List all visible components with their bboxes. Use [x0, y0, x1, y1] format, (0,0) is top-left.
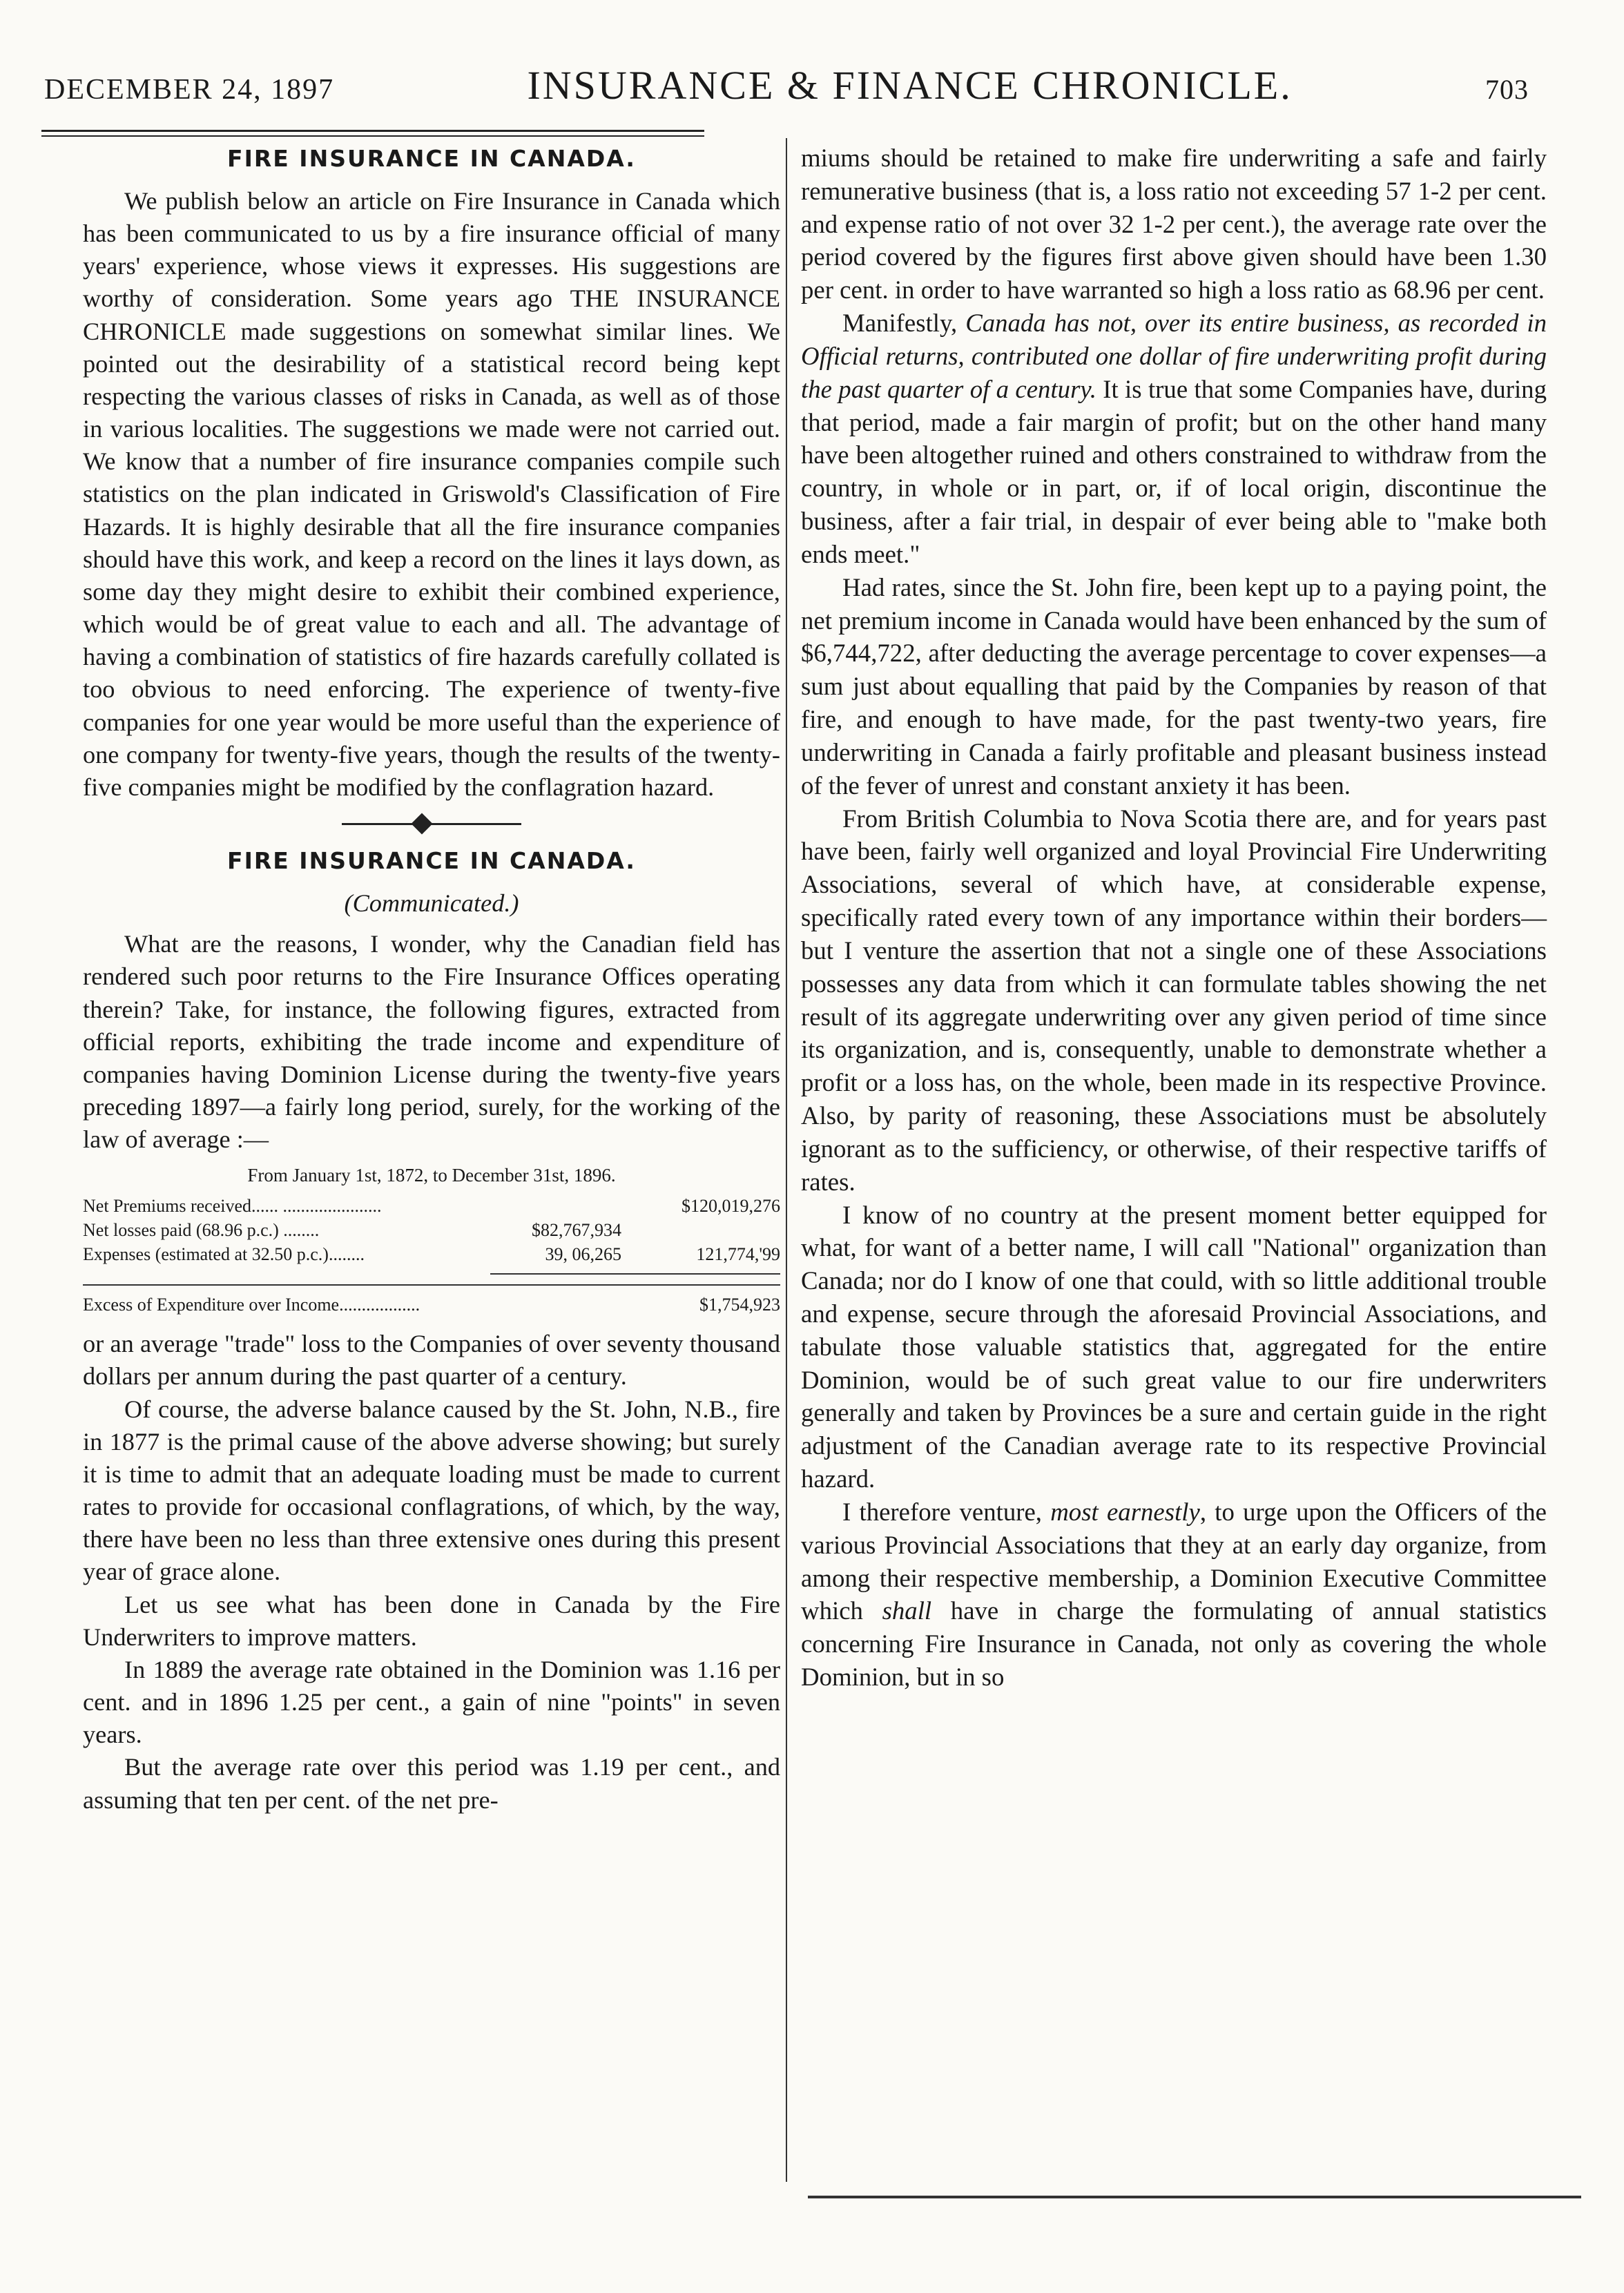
row-value: $120,019,276: [682, 1195, 780, 1216]
left-column: [83, 142, 780, 1817]
text-run: have in charge the formulating of annual statistics concerning Fire Insurance in Canada, not only as covering the whole Dominion, but in so: [801, 1596, 1547, 1692]
row-mid-value: [463, 1194, 621, 1218]
total-label: Excess of Expenditure over Income..................: [83, 1295, 420, 1315]
row-label: Net Premiums received...... ......................: [83, 1195, 382, 1216]
footer-rule: [808, 2196, 1581, 2198]
page-number: 703: [1485, 74, 1529, 105]
article-paragraph: or an average "trade" loss to the Companies of over seventy thousand dollars per annum during the past quarter of a century.: [83, 1330, 780, 1391]
editorial-paragraph: We publish below an article on Fire Insurance in Canada which has been communicated to us by a fire insurance official of many years' experience, whose views it expresses. His suggestions are worthy of consideration. Some years ago THE INSURANCE CHRONICLE made suggestions on somewhat similar lines. We pointed out the desirability of a statistical record being kept respecting the various classes of risks in Canada, as well as of those in various localities. The suggestions we made were not carried out. We know that a number of fire insurance companies compile such statistics on the plan indicated in Griswold's Classification of Fire Hazards. It is highly desirable that all the fire insurance companies should have this work, and keep a record on the lines it lays down, as some day they might desire to exhibit their combined experience, which would be of great value to each and all. The advantage of having a combination of statistics of fire hazards carefully collated is too obvious to need enforcing. The experience of twenty-five companies for one year would be more useful than the experience of one company for twenty-five years, though the results of the twenty-five companies might be modified by the conflagration hazard.: [83, 186, 780, 801]
income-expenditure-table: [83, 1163, 780, 1317]
text-run: I therefore venture,: [842, 1497, 1051, 1526]
table-row: [83, 1218, 780, 1242]
text-run: It is true that some Companies have, during that period, made a fair margin of profit; but on the other hand many have been altogether ruined and others constrained to withdraw from the country, in whole or in part, or, if of local origin, discontinue the business, after a fair trial, in despair of ever being able to "make both ends meet.": [801, 374, 1547, 568]
article-paragraph: miums should be retained to make fire underwriting a safe and fairly remunerative business (that is, a loss ratio not exceeding 57 1-2 per cent. and expense ratio of not over 32 1-2 per cent.), the average rate over the period covered by the figures first above given should have been 1.30 per cent. in order to have warranted so high a loss ratio as 68.96 per cent.: [801, 144, 1547, 304]
editorial-heading: FIRE INSURANCE IN CANADA.: [227, 145, 636, 172]
article-paragraph: But the average rate over this period was 1.19 per cent., and assuming that ten per cent. of the net pre-: [83, 1753, 780, 1814]
article-subheading: (Communicated.): [344, 889, 519, 918]
total-value: $1,754,923: [699, 1295, 780, 1315]
row-label: Expenses (estimated at 32.50 p.c.)........: [83, 1244, 365, 1265]
table-row: [83, 1242, 780, 1266]
article-paragraph: From British Columbia to Nova Scotia there are, and for years past have been, fairly well organized and loyal Provincial Fire Underwriting Associations, several of which have, at considerable expense, specifically rated every town of any importance within their borders—but I venture the assertion that not a single one of these Associations possesses any data from which it can formulate tables showing the net result of its aggregate underwriting over any given period of time since its organization, and is, consequently, unable to demonstrate whether a profit or a loss has, on the whole, been made in its respective Province. Also, by parity of reasoning, these Associations must be absolutely ignorant as to the sufficiency, or otherwise, of their respective tariffs of rates.: [801, 804, 1547, 1196]
article-paragraph: [801, 1496, 1547, 1694]
table-caption: From January 1st, 1872, to December 31st, 1896.: [247, 1165, 616, 1186]
row-value: 121,774,'99: [696, 1244, 780, 1265]
article-paragraph: What are the reasons, I wonder, why the Canadian field has rendered such poor returns to the Fire Insurance Offices operating therein? Take, for instance, the following figures, extracted from official reports, exhibiting the trade income and expenditure of companies having Dominion License during the twenty-five years preceding 1897—a fairly long period, surely, for the working of the law of average :—: [83, 930, 780, 1154]
table-total-row: [83, 1284, 780, 1317]
article-heading: FIRE INSURANCE IN CANADA.: [227, 847, 636, 875]
article-paragraph: [801, 307, 1547, 571]
text-run: , to urge upon the Officers of the various Provincial Associations that they at an early day organize, from among their respective membership, a Dominion Executive Committee which: [801, 1497, 1547, 1625]
row-label: Net losses paid (68.96 p.c.) ........: [83, 1219, 320, 1240]
article-paragraph: In 1889 the average rate obtained in the Dominion was 1.16 per cent. and in 1896 1.25 per cent., a gain of nine "points" in seven years.: [83, 1655, 780, 1749]
issue-date: DECEMBER 24, 1897: [44, 74, 335, 106]
publication-title: INSURANCE & FINANCE CHRONICLE.: [527, 63, 1293, 108]
article-paragraph: Had rates, since the St. John fire, been kept up to a paying point, the net premium income in Canada would have been enhanced by the sum of $6,744,722, after deducting the average percentage to cover expenses—a sum just about equalling that paid by the Companies by reason of that fire, and enough to have made, for the past twenty-two years, fire underwriting in Canada a fairly profitable and pleasant business instead of the fever of unrest and constant anxiety it has been.: [801, 572, 1547, 800]
page-header: [44, 62, 1529, 124]
emphasis-text: most earnestly: [1050, 1497, 1200, 1526]
column-divider: [786, 138, 787, 2182]
article-paragraph: I know of no country at the present moment better equipped for what, for want of a better name, I will call "National" organization than Canada; nor do I know of one that could, with so little additional trouble and expense, secure through the aforesaid Provincial Associations, and tabulate those valuable statistics that, aggregated for the entire Dominion, would be of such great value to our fire underwriters generally and taken by Provinces be a sure and certain guide in the right adjustment of the Canadian average rate to its respective Provincial hazard.: [801, 1200, 1547, 1493]
section-ornament: [342, 820, 521, 827]
article-paragraph: Of course, the adverse balance caused by the St. John, N.B., fire in 1877 is the primal cause of the above adverse showing; but surely it is time to admit that an adequate loading must be made to current rates to provide for occasional conflagrations, of which, by the way, there have been no less than three extensive ones during this present year of grace alone.: [83, 1395, 780, 1586]
text-run: Manifestly,: [842, 309, 966, 338]
table-rule: [490, 1273, 780, 1275]
table-row: [83, 1194, 780, 1218]
right-column: [801, 142, 1547, 1694]
header-rule: [41, 130, 704, 137]
emphasis-text: Canada has not, over its entire business, as recorded in Official returns, contributed one dollar of fire underwriting profit during the past quarter of a century.: [801, 309, 1547, 403]
article-paragraph: Let us see what has been done in Canada by the Fire Underwriters to improve matters.: [83, 1590, 780, 1651]
row-mid-value: $82,767,934: [532, 1219, 621, 1240]
row-value: [621, 1218, 780, 1242]
row-mid-value: 39, 06,265: [545, 1244, 621, 1265]
emphasis-text: shall: [882, 1596, 932, 1625]
